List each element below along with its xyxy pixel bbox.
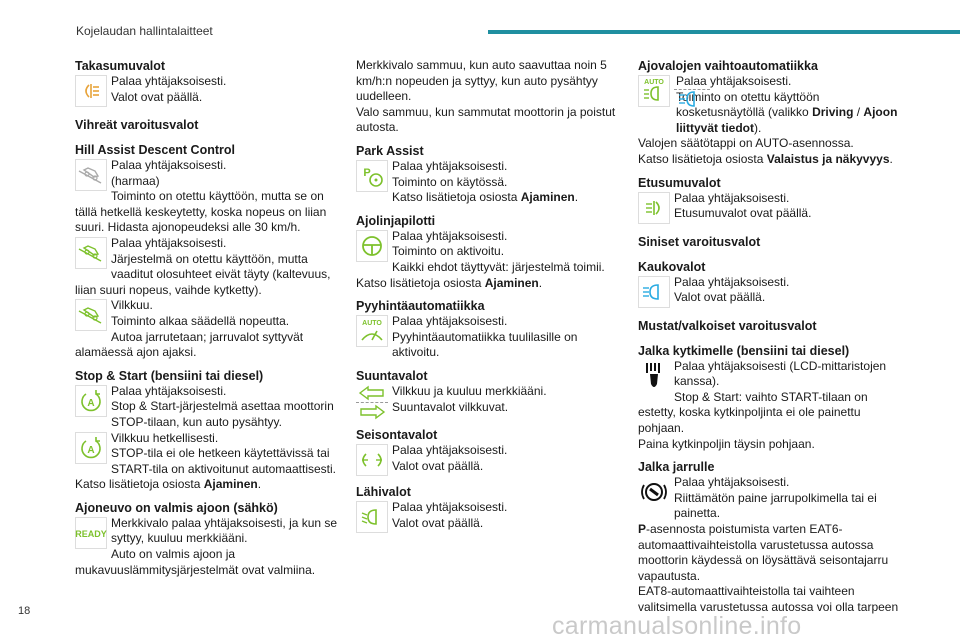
- watermark: carmanualsonline.info: [552, 612, 802, 640]
- running-header: Kojelaudan hallintalaitteet: [76, 24, 213, 38]
- auto-high-beam-green-icon: [638, 75, 670, 107]
- ready-icon: [75, 517, 107, 549]
- section-title-auto-high-beam: Ajovalojen vaihtoautomatiikka: [638, 59, 818, 73]
- rear-fog-light-icon: [75, 75, 107, 107]
- svg-text:READY: READY: [75, 528, 107, 539]
- entry-rear-fog: Palaa yhtäjaksoisesti. Valot ovat päällä.: [75, 74, 339, 108]
- stop-start-flashing-icon: [75, 432, 107, 464]
- column-3: [638, 58, 902, 615]
- section-title-stop-start: Stop & Start (bensiini tai diesel): [75, 368, 264, 383]
- entry-auto-wipers: AUTO Palaa yhtäjaksoisesti. Pyyhintäautomatiikka tuulilasille on aktivoitu.: [356, 314, 620, 361]
- icon-separator: [674, 89, 710, 90]
- side-lights-icon: [356, 444, 388, 476]
- svg-text:A: A: [87, 397, 95, 409]
- turn-signal-icons: [356, 385, 388, 420]
- entry-hill-grey: Palaa yhtäjaksoisesti. (harmaa) Toiminto on otettu käyttöön, mutta se on tällä hetkellä keskeytetty, koska nopeus on liian suuri. Hidasta ajonopeudeksi alle 30 km/h.: [75, 158, 327, 235]
- foot-on-clutch-icon: [638, 360, 670, 392]
- auto-wiper-icon: [356, 315, 388, 347]
- section-title-brake: Jalka jarrulle: [638, 460, 715, 475]
- front-fog-light-icon: [638, 192, 670, 224]
- section-title-front-fog: Etusumuvalot: [638, 175, 721, 190]
- section-title-turn-signals: Suuntavalot: [356, 368, 428, 383]
- hill-descent-flashing-icon: [75, 299, 107, 331]
- entry-clutch: Palaa yhtäjaksoisesti (LCD-mittaristojen kanssa). Stop & Start: vaihto START-tilaan on estetty, koska kytkinpoljinta ei ole painettu pohjaan. Paina kytkinpoljin täysin pohjaan.: [638, 358, 887, 451]
- group-heading-black-white: Mustat/valkoiset varoitusvalot: [638, 318, 817, 333]
- entry-stop-start-flash: A Vilkkuu hetkellisesti. STOP-tila ei ole hetkeen käytettävissä tai START-tila on aktivoitunut automaattisesti. Katso lisätietoja osiosta Ajaminen.: [75, 430, 336, 492]
- high-beam-blue-icon: [674, 91, 706, 107]
- entry-high-beam: Palaa yhtäjaksoisesti. Valot ovat päällä.: [638, 275, 902, 309]
- group-heading-blue: Siniset varoitusvalot: [638, 234, 761, 249]
- hill-descent-grey-icon: [75, 159, 107, 191]
- section-title-lane-pilot: Ajolinjapilotti: [356, 213, 436, 228]
- low-beam-icon: [356, 501, 388, 533]
- svg-text:AUTO: AUTO: [362, 320, 382, 328]
- left-arrow-icon: [356, 385, 388, 401]
- column-1: [75, 58, 339, 578]
- section-title-park-assist: Park Assist: [356, 143, 424, 158]
- entry-low-beam: Palaa yhtäjaksoisesti. Valot ovat päällä.: [356, 500, 620, 534]
- right-arrow-icon: [356, 404, 388, 420]
- header-accent-bar: [488, 30, 960, 34]
- section-title-rear-fog: Takasumuvalot: [75, 59, 166, 73]
- svg-text:AUTO: AUTO: [644, 79, 664, 86]
- entry-park-assist: P Palaa yhtäjaksoisesti. Toiminto on käytössä. Katso lisätietoja osiosta Ajaminen.: [356, 159, 620, 206]
- foot-on-brake-icon: [638, 476, 670, 508]
- ready-continued-2: Valo sammuu, kun sammutat moottorin ja poistut autosta.: [356, 104, 616, 135]
- svg-text:P: P: [363, 166, 371, 179]
- entry-hill-green-steady: Palaa yhtäjaksoisesti. Järjestelmä on otettu käyttöön, mutta vaaditut olosuhteet eivät täyty (kaltevuus, liian suuri nopeus, vaihde kytketty).: [75, 235, 331, 297]
- stop-start-icon: [75, 385, 107, 417]
- ready-continued-1: Merkkivalo sammuu, kun auto saavuttaa noin 5 km/h:n nopeuden ja syttyy, kun auto pysähtyy uudelleen.: [356, 58, 607, 104]
- entry-front-fog: Palaa yhtäjaksoisesti. Etusumuvalot ovat päällä.: [638, 191, 902, 225]
- entry-brake: Palaa yhtäjaksoisesti. Riittämätön paine jarrupolkimella tai ei painetta. P-asennosta poistumista varten EAT6-automaattivaihteistolla varustetussa autossa moottorin käydessä on löysättävä seisontajarru vapautusta. EAT8-automaattivaihteistolla tai vaihteen valitsimella varustetussa autossa voi olla tarpeen: [638, 475, 899, 614]
- entry-side-lights: Palaa yhtäjaksoisesti. Valot ovat päällä.: [356, 443, 620, 477]
- entry-turn-signals: Vilkkuu ja kuuluu merkkiääni. Suuntavalot vilkkuvat.: [356, 384, 620, 420]
- park-assist-icon: [356, 160, 388, 192]
- page-number: 18: [18, 605, 31, 617]
- entry-hill-green-flash: Vilkkuu. Toiminto alkaa säädellä nopeutta. Autoa jarrutetaan; jarruvalot syttyvät alamäessä ajon ajaksi.: [75, 298, 304, 360]
- section-title-clutch: Jalka kytkimelle (bensiini tai diesel): [638, 343, 850, 358]
- svg-text:A: A: [87, 444, 95, 456]
- hill-descent-green-icon: [75, 237, 107, 269]
- section-title-high-beam: Kaukovalot: [638, 259, 706, 274]
- entry-auto-high-beam: AUTO Palaa yhtäjaksoisesti. Toiminto on otettu käyttöön kosketusnäytöllä (valikko Driving / Ajoon liittyvät tiedot). Valojen säätötappi on AUTO-asennossa. Katso lisätietoja osiosta Valaistus ja näkyvyys.: [638, 74, 898, 166]
- section-title-side-lights: Seisontavalot: [356, 427, 438, 442]
- section-title-low-beam: Lähivalot: [356, 484, 411, 499]
- entry-stop-start-steady: A Palaa yhtäjaksoisesti. Stop & Start-järjestelmä asettaa moottorin STOP-tilaan, kun auto pysähtyy.: [75, 384, 339, 431]
- section-title-hill-assist: Hill Assist Descent Control: [75, 143, 235, 157]
- steering-wheel-icon: [356, 230, 388, 262]
- column-2: [356, 58, 620, 534]
- group-heading-green: Vihreät varoitusvalot: [75, 118, 199, 132]
- section-title-ready: Ajoneuvo on valmis ajoon (sähkö): [75, 500, 278, 515]
- high-beam-icon: [638, 276, 670, 308]
- entry-ready: READY Merkkivalo palaa yhtäjaksoisesti, ja kun se syttyy, kuuluu merkkiääni. Auto on valmis ajoon ja mukavuuslämmitysjärjestelmät ovat valmiina.: [75, 515, 338, 577]
- entry-lane-pilot: Palaa yhtäjaksoisesti. Toiminto on aktivoitu. Kaikki ehdot täyttyvät: järjestelmä toimii. Katso lisätietoja osiosta Ajaminen.: [356, 228, 605, 290]
- section-title-auto-wipers: Pyyhintäautomatiikka: [356, 299, 485, 314]
